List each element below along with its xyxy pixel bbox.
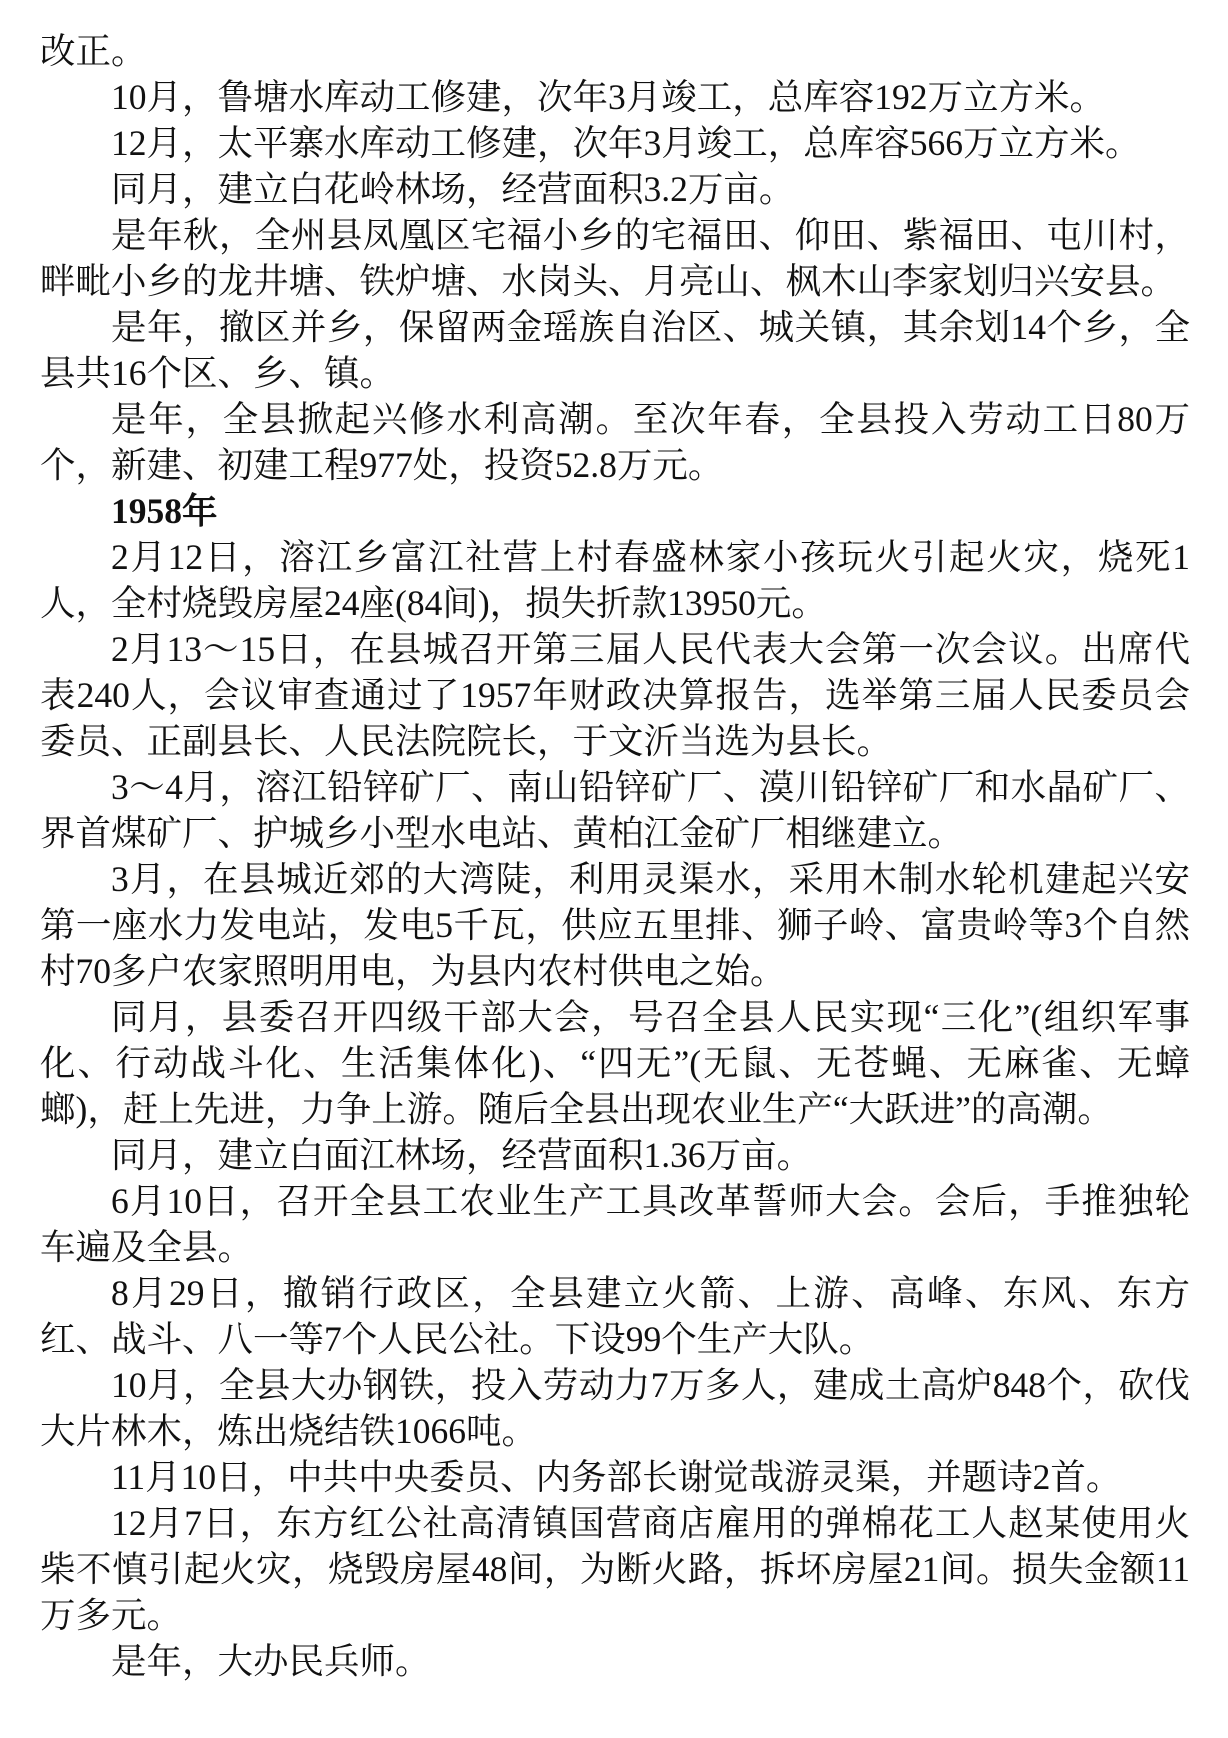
paragraph: 6月10日，召开全县工农业生产工具改革誓师大会。会后，手推独轮车遍及全县。 <box>40 1181 1190 1267</box>
paragraph: 同月，建立白花岭林场，经营面积3.2万亩。 <box>111 169 795 209</box>
paragraph: 8月29日，撤销行政区，全县建立火箭、上游、高峰、东风、东方红、战斗、八一等7个人民公社。下设99个生产大队。 <box>40 1273 1190 1359</box>
paragraph: 12月7日，东方红公社高清镇国营商店雇用的弹棉花工人赵某使用火柴不慎引起火灾，烧毁房屋48间，为断火路，拆坏房屋21间。损失金额11万多元。 <box>40 1503 1190 1635</box>
paragraph: 3月，在县城近郊的大湾陡，利用灵渠水，采用木制水轮机建起兴安第一座水力发电站，发电5千瓦，供应五里排、狮子岭、富贵岭等3个自然村70多户农家照明用电，为县内农村供电之始。 <box>40 859 1190 991</box>
paragraph: 同月，建立白面江林场，经营面积1.36万亩。 <box>111 1135 813 1175</box>
paragraph: 是年，大办民兵师。 <box>111 1641 431 1681</box>
paragraph: 是年，全县掀起兴修水利高潮。至次年春，全县投入劳动工日80万个，新建、初建工程977处，投资52.8万元。 <box>40 399 1190 485</box>
paragraph: 12月，太平寨水库动工修建，次年3月竣工，总库容566万立方米。 <box>111 123 1141 163</box>
paragraph: 10月，鲁塘水库动工修建，次年3月竣工，总库容192万立方米。 <box>111 77 1106 117</box>
paragraph: 11月10日，中共中央委员、内务部长谢觉哉游灵渠，并题诗2首。 <box>111 1457 1122 1497</box>
paragraph: 是年，撤区并乡，保留两金瑶族自治区、城关镇，其余划14个乡，全县共16个区、乡、镇。 <box>40 307 1190 393</box>
paragraph: 2月13～15日，在县城召开第三届人民代表大会第一次会议。出席代表240人，会议审查通过了1957年财政决算报告，选举第三届人民委员会委员、正副县长、人民法院院长，于文沂当选为县长。 <box>40 629 1190 761</box>
paragraph: 3～4月，溶江铅锌矿厂、南山铅锌矿厂、漠川铅锌矿厂和水晶矿厂、界首煤矿厂、护城乡小型水电站、黄柏江金矿厂相继建立。 <box>40 767 1190 853</box>
paragraph: 10月，全县大办钢铁，投入劳动力7万多人，建成土高炉848个，砍伐大片林木，炼出烧结铁1066吨。 <box>40 1365 1190 1451</box>
continuation-paragraph: 改正。 <box>40 31 147 71</box>
document-page <box>40 28 1190 1684</box>
paragraph: 2月12日，溶江乡富江社营上村春盛林家小孩玩火引起火灾，烧死1人，全村烧毁房屋24座(84间)，损失折款13950元。 <box>40 537 1190 623</box>
year-heading: 1958年 <box>111 491 218 531</box>
paragraph: 同月，县委召开四级干部大会，号召全县人民实现“三化”(组织军事化、行动战斗化、生活集体化)、“四无”(无鼠、无苍蝇、无麻雀、无蟑螂)，赶上先进，力争上游。随后全县出现农业生产“大跃进”的高潮。 <box>40 997 1190 1129</box>
paragraph: 是年秋，全州县凤凰区宅福小乡的宅福田、仰田、紫福田、屯川村，畔毗小乡的龙井塘、铁炉塘、水岗头、月亮山、枫木山李家划归兴安县。 <box>40 215 1190 301</box>
